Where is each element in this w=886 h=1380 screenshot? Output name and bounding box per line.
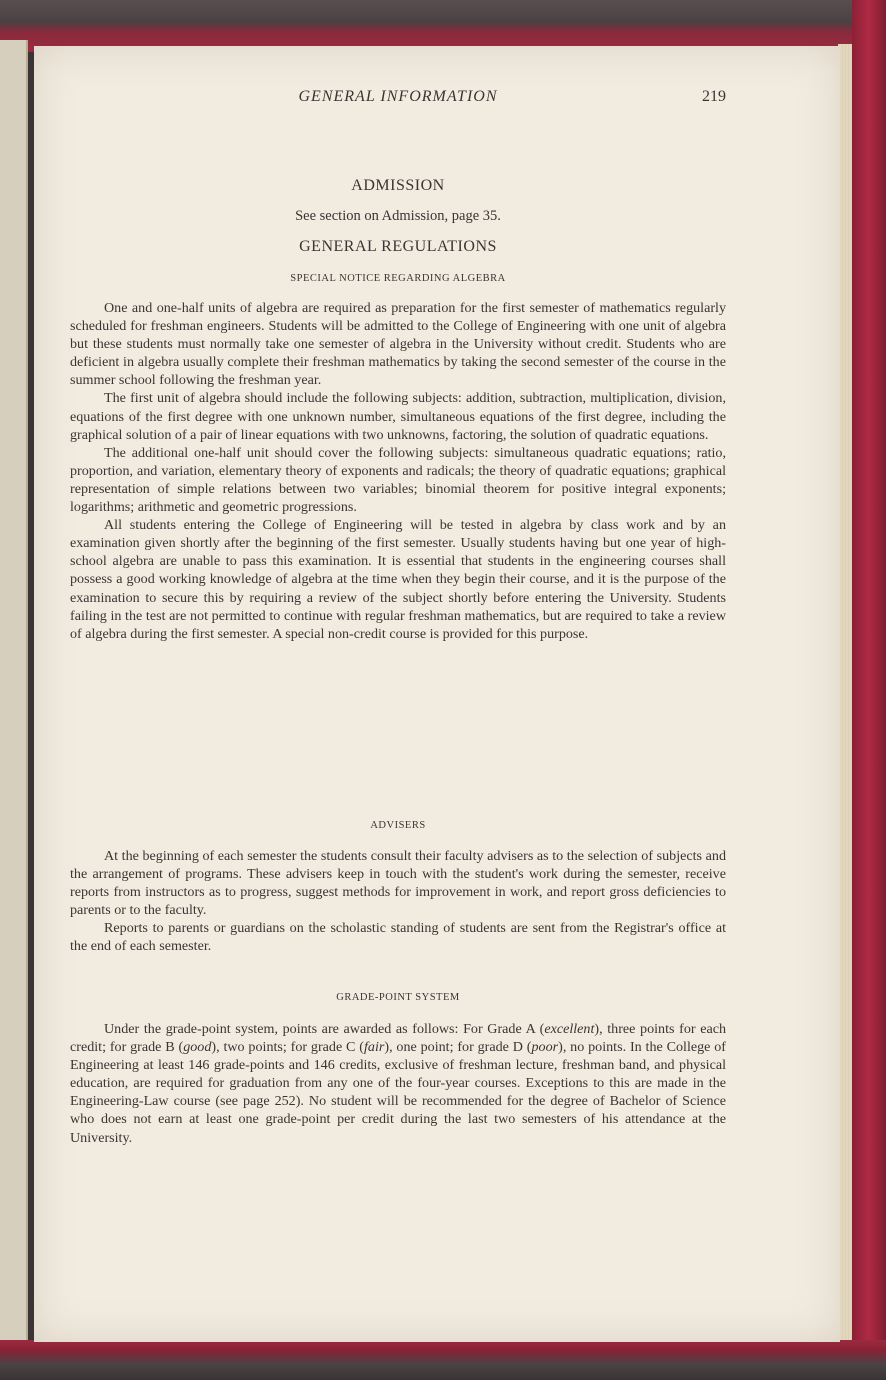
admission-note: See section on Admission, page 35.	[295, 208, 501, 224]
algebra-section	[70, 299, 726, 643]
algebra-paragraph-3: The additional one-half unit should cover the following subjects: simultaneous quadratic equations; ratio, proportion, and variation, elementary theory of exponents and radicals; the theory of quadratic equations; graphical representation of simple relations between two variables; binomial theorem for positive integral exponents; logarithms; arithmetic and geometric progressions.	[70, 444, 726, 516]
grade-text-rest: ), no points. In the College of Engineering at least 146 grade-points and 146 credits, exclusive of freshman lecture, freshman band, and physical education, are required for graduation from any one of the four-year courses. Exceptions to this are made in the Engineering-Law course (see page 252). No student will be recommended for the degree of Bachelor of Science who does not earn at least one grade-point per credit during the last two semesters of his attendance at the University.	[70, 1039, 727, 1146]
grade-c-word: fair	[364, 1039, 385, 1056]
grade-b-word: good	[183, 1039, 212, 1056]
book-cover-top	[0, 0, 886, 52]
grade-text-intro: Under the grade-point system, points are awarded as follows: For Grade A (	[104, 1021, 545, 1037]
grade-text-after-b: ), two points; for grade C (	[211, 1039, 364, 1056]
general-regulations-heading: GENERAL REGULATIONS	[299, 238, 497, 255]
algebra-paragraph-1: One and one-half units of algebra are required as preparation for the first semester of mathematics regularly scheduled for freshman engineers. Students will be admitted to the College of Engineering with one unit of algebra but these students must normally take one semester of algebra in the University without credit. Students who are deficient in algebra usually complete their freshman mathematics by taking the second semester of the course in the summer school following the freshman year.	[70, 300, 726, 389]
algebra-paragraph-4: All students entering the College of Engineering will be tested in algebra by class work and by an examination given shortly after the beginning of the first semester. Usually students having but one year of high-school algebra are unable to pass this examination. It is essential that students in the engineering courses shall possess a good working knowledge of algebra at the time when they begin their course, and it is the purpose of the examination to secure this by requiring a review of the subject shortly before entering the University. Students failing in the test are not permitted to continue with regular freshman mathematics, but are required to take a review of algebra during the first semester. A special non-credit course is provided for this purpose.	[70, 517, 726, 642]
grade-a-word: excellent	[544, 1021, 595, 1037]
advisers-section	[70, 847, 726, 956]
algebra-notice-heading: SPECIAL NOTICE REGARDING ALGEBRA	[290, 273, 506, 284]
grade-point-paragraph	[70, 1020, 726, 1147]
running-title: GENERAL INFORMATION	[298, 88, 498, 105]
advisers-paragraph-1: At the beginning of each semester the students consult their faculty advisers as to the selection of subjects and the arrangement of programs. These advisers keep in touch with the student's work during the semester, receive reports from instructors as to progress, suggest methods for improvement in work, and report gross deficiencies to parents or to the faculty.	[70, 848, 726, 919]
running-header	[70, 88, 726, 112]
grade-point-heading: GRADE-POINT SYSTEM	[336, 992, 460, 1003]
page-number: 219	[702, 88, 726, 105]
advisers-paragraph-2: Reports to parents or guardians on the scholastic standing of students are sent from the Registrar's office at the end of each semester.	[70, 920, 726, 955]
book-cover-bottom	[0, 1340, 886, 1380]
facing-page-edge	[0, 40, 28, 1340]
grade-text-after-c: ), one point; for grade D (	[384, 1039, 532, 1056]
grade-d-word: poor	[531, 1039, 559, 1056]
grade-point-section	[70, 1020, 726, 1147]
book-cover-right	[852, 0, 886, 1380]
admission-heading: ADMISSION	[351, 177, 445, 194]
algebra-paragraph-2: The first unit of algebra should include the following subjects: addition, subtraction, multiplication, division, equations of the first degree with one unknown number, simultaneous equations of the first degree, including the graphical solution of a pair of linear equations with two unknowns, factoring, the solution of quadratic equations.	[70, 390, 726, 443]
advisers-heading: ADVISERS	[370, 820, 426, 831]
grade-text-after-a: ), three points for each credit; for grade B (	[70, 1021, 727, 1056]
